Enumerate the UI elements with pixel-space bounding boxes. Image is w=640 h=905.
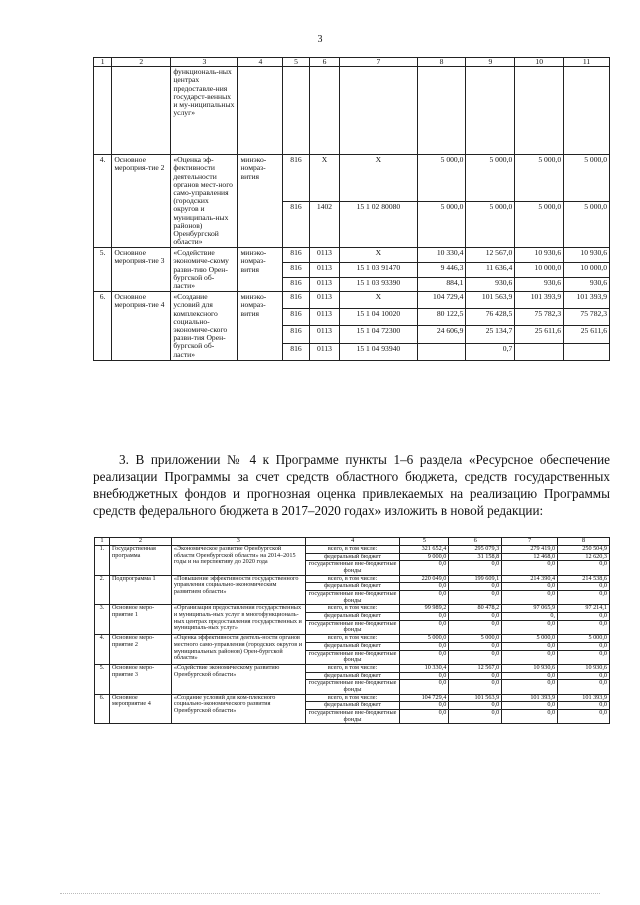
cell-grbs: 816 bbox=[283, 248, 309, 263]
column-header: 1 bbox=[94, 58, 112, 67]
cell-name: Основное мероприя-тие 4 bbox=[112, 292, 171, 361]
cell-source: государственные вне-бюджетные фонды bbox=[305, 710, 400, 724]
cell-v7: 0,0 bbox=[502, 561, 558, 575]
cell-source: федеральный бюджет bbox=[305, 613, 400, 621]
cell-v6: 295 079,3 bbox=[449, 545, 502, 553]
cell-responsible: минэко-номраз-вития bbox=[238, 292, 283, 361]
cell-v5: 9 000,0 bbox=[400, 553, 449, 561]
cell-v9: 0,7 bbox=[466, 343, 515, 360]
cell-csr: 15 1 03 91470 bbox=[340, 262, 417, 277]
cell-grbs: 816 bbox=[283, 343, 309, 360]
cell-v8: 0,0 bbox=[558, 591, 610, 605]
cell-source: государственные вне-бюджетные фонды bbox=[305, 650, 400, 664]
cell-number: 6. bbox=[94, 292, 112, 361]
cell-number: 4. bbox=[95, 635, 110, 665]
cell-v9: 5 000,0 bbox=[466, 155, 515, 202]
cell-name: Основное мероприятие 4 bbox=[109, 694, 171, 724]
cell-v7: 5 000,0 bbox=[502, 635, 558, 643]
cell-v5: 5 000,0 bbox=[400, 635, 449, 643]
cell-source: федеральный бюджет bbox=[305, 553, 400, 561]
cell-v8: 97 214,1 bbox=[558, 605, 610, 613]
cell-v5: 99 989,2 bbox=[400, 605, 449, 613]
cell-source: государственные вне-бюджетные фонды bbox=[305, 591, 400, 605]
cell-number: 2. bbox=[95, 575, 110, 605]
cell-v9: 12 567,0 bbox=[466, 248, 515, 263]
cell-v11: 5 000,0 bbox=[564, 155, 610, 202]
cell-name: Подпрограмма 1 bbox=[109, 575, 171, 605]
cell-v8: 0,0 bbox=[558, 702, 610, 710]
cell-v5: 0,0 bbox=[400, 650, 449, 664]
cell-v7: 0,0 bbox=[502, 591, 558, 605]
cell-v6: 0,0 bbox=[449, 702, 502, 710]
column-header: 7 bbox=[340, 58, 417, 67]
cell-source: всего, в том числе: bbox=[305, 605, 400, 613]
cell-number: 5. bbox=[95, 664, 110, 694]
cell-v8: 884,1 bbox=[417, 277, 466, 292]
cell-v5: 0,0 bbox=[400, 710, 449, 724]
column-header: 7 bbox=[502, 538, 558, 546]
cell-v6: 0,0 bbox=[449, 642, 502, 650]
cell-v10: 25 611,6 bbox=[515, 326, 564, 343]
cell-v5: 0,0 bbox=[400, 672, 449, 680]
column-header: 4 bbox=[238, 58, 283, 67]
resource-table bbox=[94, 537, 610, 724]
column-header: 9 bbox=[466, 58, 515, 67]
cell-source: всего, в том числе: bbox=[305, 694, 400, 702]
paragraph-text: 3. В приложении № 4 к Программе пункты 1–6 раздела «Ресурсное обеспечение реализации Программы за счет средств областного бюджета, средств государственных внебюджетных фондов и прогнозная оценка привлекаемых на реализацию Программы средств федерального бюджета в 2017–2020 годах» изложить в новой редакции: bbox=[93, 452, 610, 518]
cell-rzpr: 0113 bbox=[309, 309, 340, 326]
cell-v11 bbox=[564, 343, 610, 360]
cell-v8: 5 000,0 bbox=[558, 635, 610, 643]
cell-rzpr: 0113 bbox=[309, 292, 340, 309]
cell-v8: 80 122,5 bbox=[417, 309, 466, 326]
cell-name: Основное меро-приятие 1 bbox=[109, 605, 171, 635]
cell-v11: 25 611,6 bbox=[564, 326, 610, 343]
cell-v11: 5 000,0 bbox=[564, 201, 610, 248]
cell-v8: 5 000,0 bbox=[417, 201, 466, 248]
cell-grbs: 816 bbox=[283, 201, 309, 248]
cell-rzpr: X bbox=[309, 155, 340, 202]
cell-v5: 0,0 bbox=[400, 680, 449, 694]
cell-description: «Экономическое развитие Оренбургской области Оренбургской области» на 2014–2015 годы и на перспективу до 2020 года bbox=[171, 545, 305, 575]
cell-v6: 0,0 bbox=[449, 591, 502, 605]
cell-csr: 15 1 04 93940 bbox=[340, 343, 417, 360]
cell-description: функциональ-ных центрах предоставле-ния государст-венных и му-ниципальных услуг» bbox=[171, 67, 238, 155]
cell-v6: 0,0 bbox=[449, 650, 502, 664]
cell-name: Основное меро-приятие 2 bbox=[109, 635, 171, 665]
cell-v8: 10 330,4 bbox=[417, 248, 466, 263]
cell-source: федеральный бюджет bbox=[305, 583, 400, 591]
page-footer-line bbox=[60, 893, 600, 895]
cell-v7: 0,0 bbox=[502, 672, 558, 680]
cell-grbs: 816 bbox=[283, 309, 309, 326]
cell-v8: 0,0 bbox=[558, 680, 610, 694]
cell-rzpr: 0113 bbox=[309, 262, 340, 277]
cell-v6: 0,0 bbox=[449, 680, 502, 694]
column-header: 5 bbox=[400, 538, 449, 546]
cell-v8 bbox=[417, 343, 466, 360]
cell-v8: 0,0 bbox=[558, 613, 610, 621]
cell-grbs: 816 bbox=[283, 262, 309, 277]
cell-v8: 101 393,9 bbox=[558, 694, 610, 702]
cell-v10: 5 000,0 bbox=[515, 155, 564, 202]
cell-csr: 15 1 04 10020 bbox=[340, 309, 417, 326]
cell-v5: 10 330,4 bbox=[400, 664, 449, 672]
cell-v6: 31 158,8 bbox=[449, 553, 502, 561]
cell bbox=[112, 67, 171, 155]
cell-v8: 24 606,9 bbox=[417, 326, 466, 343]
cell-v10: 5 000,0 bbox=[515, 201, 564, 248]
table-row bbox=[94, 67, 610, 155]
cell-v6: 0,0 bbox=[449, 583, 502, 591]
cell-source: всего, в том числе: bbox=[305, 664, 400, 672]
cell-responsible: минэко-номраз-вития bbox=[238, 155, 283, 248]
cell-v9: 101 563,9 bbox=[466, 292, 515, 309]
cell-rzpr: 1402 bbox=[309, 201, 340, 248]
cell-number: 6. bbox=[95, 694, 110, 724]
cell-csr: X bbox=[340, 155, 417, 202]
cell-v11: 101 393,9 bbox=[564, 292, 610, 309]
cell-rzpr: 0113 bbox=[309, 326, 340, 343]
cell-v11: 10 930,6 bbox=[564, 248, 610, 263]
cell-v5: 220 049,0 bbox=[400, 575, 449, 583]
cell-v8: 0,0 bbox=[558, 561, 610, 575]
cell-v7: 0,0 bbox=[502, 642, 558, 650]
cell-v11: 10 000,0 bbox=[564, 262, 610, 277]
cell-v7: 0,0 bbox=[502, 702, 558, 710]
cell-v8: 0,0 bbox=[558, 672, 610, 680]
cell-v8: 0,0 bbox=[558, 642, 610, 650]
cell-grbs: 816 bbox=[283, 277, 309, 292]
cell-v11: 75 782,3 bbox=[564, 309, 610, 326]
cell-v5: 104 729,4 bbox=[400, 694, 449, 702]
cell-v6: 12 567,0 bbox=[449, 664, 502, 672]
cell-description: «Повышение эффективности государственного управления социально-экономическим развитием области» bbox=[171, 575, 305, 605]
cell-description: «Создание условий для ком-плексного социально-экономического развития Оренбургской области» bbox=[171, 694, 305, 724]
cell-v10: 930,6 bbox=[515, 277, 564, 292]
cell-v7: 0,0 bbox=[502, 620, 558, 634]
cell-v7: 10 930,6 bbox=[502, 664, 558, 672]
cell-number: 4. bbox=[94, 155, 112, 248]
cell-v8: 12 620,3 bbox=[558, 553, 610, 561]
cell-v8: 214 538,6 bbox=[558, 575, 610, 583]
cell-v6: 0,0 bbox=[449, 561, 502, 575]
cell-source: государственные вне-бюджетные фонды bbox=[305, 620, 400, 634]
cell-rzpr: 0113 bbox=[309, 248, 340, 263]
column-header: 2 bbox=[109, 538, 171, 546]
cell-csr: 15 1 04 72300 bbox=[340, 326, 417, 343]
cell-v5: 0,0 bbox=[400, 620, 449, 634]
table-row bbox=[95, 545, 610, 553]
cell-v8: 0,0 bbox=[558, 620, 610, 634]
cell-v5: 0,0 bbox=[400, 613, 449, 621]
cell-rzpr: 0113 bbox=[309, 277, 340, 292]
cell-v7: 214 390,4 bbox=[502, 575, 558, 583]
program-table-top bbox=[93, 57, 610, 361]
cell-source: государственные вне-бюджетные фонды bbox=[305, 561, 400, 575]
cell-v6: 101 563,9 bbox=[449, 694, 502, 702]
cell-v5: 0,0 bbox=[400, 583, 449, 591]
column-header: 1 bbox=[95, 538, 110, 546]
cell-v9: 11 636,4 bbox=[466, 262, 515, 277]
table-row bbox=[94, 155, 610, 202]
cell-v6: 0,0 bbox=[449, 672, 502, 680]
cell-v6: 0,0 bbox=[449, 710, 502, 724]
cell-description: «Содействие экономиче-скому разви-тию Орен-бургской об-ласти» bbox=[171, 248, 238, 292]
column-header: 4 bbox=[305, 538, 400, 546]
cell-description: «Содействие экономическому развитию Оренбургской области» bbox=[171, 664, 305, 694]
table-row bbox=[94, 292, 610, 309]
cell-v6: 5 000,0 bbox=[449, 635, 502, 643]
cell-v8: 250 504,9 bbox=[558, 545, 610, 553]
cell-v7: 101 393,9 bbox=[502, 694, 558, 702]
cell-v10: 75 782,3 bbox=[515, 309, 564, 326]
cell-source: федеральный бюджет bbox=[305, 672, 400, 680]
column-header: 8 bbox=[558, 538, 610, 546]
cell-v5: 0,0 bbox=[400, 702, 449, 710]
column-header: 2 bbox=[112, 58, 171, 67]
cell-v7: 12 468,0 bbox=[502, 553, 558, 561]
table-row bbox=[95, 664, 610, 672]
cell-name: Основное мероприя-тие 3 bbox=[112, 248, 171, 292]
cell-source: всего, в том числе: bbox=[305, 545, 400, 553]
cell-name: Государственная программа bbox=[109, 545, 171, 575]
cell-name: Основное меро-приятие 3 bbox=[109, 664, 171, 694]
cell-v7: 0,0 bbox=[502, 583, 558, 591]
cell-csr: 15 1 02 80080 bbox=[340, 201, 417, 248]
cell-v11: 930,6 bbox=[564, 277, 610, 292]
cell-number: 5. bbox=[94, 248, 112, 292]
cell-v9: 930,6 bbox=[466, 277, 515, 292]
cell-v10: 10 000,0 bbox=[515, 262, 564, 277]
cell-v5: 321 652,4 bbox=[400, 545, 449, 553]
cell-v8: 9 446,3 bbox=[417, 262, 466, 277]
column-header: 6 bbox=[449, 538, 502, 546]
cell-v8: 10 930,6 bbox=[558, 664, 610, 672]
cell-source: всего, в том числе: bbox=[305, 635, 400, 643]
cell-source: всего, в том числе: bbox=[305, 575, 400, 583]
cell-v10 bbox=[515, 343, 564, 360]
cell-v7: 0,0 bbox=[502, 650, 558, 664]
page-number: 3 bbox=[317, 34, 323, 45]
column-header: 6 bbox=[309, 58, 340, 67]
cell bbox=[94, 67, 112, 155]
cell-v7: 0,0 bbox=[502, 710, 558, 724]
cell bbox=[238, 67, 283, 155]
cell-number: 3. bbox=[95, 605, 110, 635]
cell-name: Основное мероприя-тие 2 bbox=[112, 155, 171, 248]
cell-v8: 0,0 bbox=[558, 710, 610, 724]
table-row bbox=[94, 248, 610, 263]
cell-v8: 0,0 bbox=[558, 650, 610, 664]
column-header: 8 bbox=[417, 58, 466, 67]
cell-v6: 0,0 bbox=[449, 620, 502, 634]
column-header: 5 bbox=[283, 58, 309, 67]
cell-description: «Оценка эф-фективности деятельности органов мест-ного само-управления (городских округов и муниципаль-ных районов) Оренбургской области» bbox=[171, 155, 238, 248]
cell-responsible: минэко-номраз-вития bbox=[238, 248, 283, 292]
cell-v8: 0,0 bbox=[558, 583, 610, 591]
cell-source: государственные вне-бюджетные фонды bbox=[305, 680, 400, 694]
cell-source: федеральный бюджет bbox=[305, 702, 400, 710]
cell-grbs: 816 bbox=[283, 292, 309, 309]
cell-v6: 80 478,2 bbox=[449, 605, 502, 613]
column-header: 10 bbox=[515, 58, 564, 67]
cell-v5: 0,0 bbox=[400, 591, 449, 605]
cell-v9: 5 000,0 bbox=[466, 201, 515, 248]
cell-v7: 279 419,0 bbox=[502, 545, 558, 553]
cell-v5: 0,0 bbox=[400, 642, 449, 650]
cell-csr: 15 1 03 93390 bbox=[340, 277, 417, 292]
cell-number: 1. bbox=[95, 545, 110, 575]
cell-description: «Организация предоставления государственных и муниципаль-ных услуг в многофункциональ-ных центрах предоставления государственных и муниципаль-ных услуг» bbox=[171, 605, 305, 635]
cell-v7: 0, bbox=[502, 613, 558, 621]
column-header: 11 bbox=[564, 58, 610, 67]
cell-grbs: 816 bbox=[283, 326, 309, 343]
cell-v9: 25 134,7 bbox=[466, 326, 515, 343]
cell-v7: 97 065,9 bbox=[502, 605, 558, 613]
cell-v6: 0,0 bbox=[449, 613, 502, 621]
cell-v10: 101 393,9 bbox=[515, 292, 564, 309]
cell-csr: X bbox=[340, 248, 417, 263]
cell-description: «Создание условий для комплексного социально-экономиче-ского разви-тия Орен-бургской об-ласти» bbox=[171, 292, 238, 361]
column-header: 3 bbox=[171, 538, 305, 546]
table-header-row bbox=[94, 58, 610, 67]
cell-v8: 5 000,0 bbox=[417, 155, 466, 202]
cell-v9: 76 428,5 bbox=[466, 309, 515, 326]
cell-v7: 0,0 bbox=[502, 680, 558, 694]
cell-v6: 199 609,1 bbox=[449, 575, 502, 583]
cell-source: федеральный бюджет bbox=[305, 642, 400, 650]
cell-csr: X bbox=[340, 292, 417, 309]
cell-v8: 104 729,4 bbox=[417, 292, 466, 309]
cell-v10: 10 930,6 bbox=[515, 248, 564, 263]
cell-description: «Оценка эффективности деятель-ности органов местного само-управления (городских округов и муниципальных районов) Орен-бургской области» bbox=[171, 635, 305, 665]
cell-v5: 0,0 bbox=[400, 561, 449, 575]
cell-grbs: 816 bbox=[283, 155, 309, 202]
cell-rzpr: 0113 bbox=[309, 343, 340, 360]
column-header: 3 bbox=[171, 58, 238, 67]
